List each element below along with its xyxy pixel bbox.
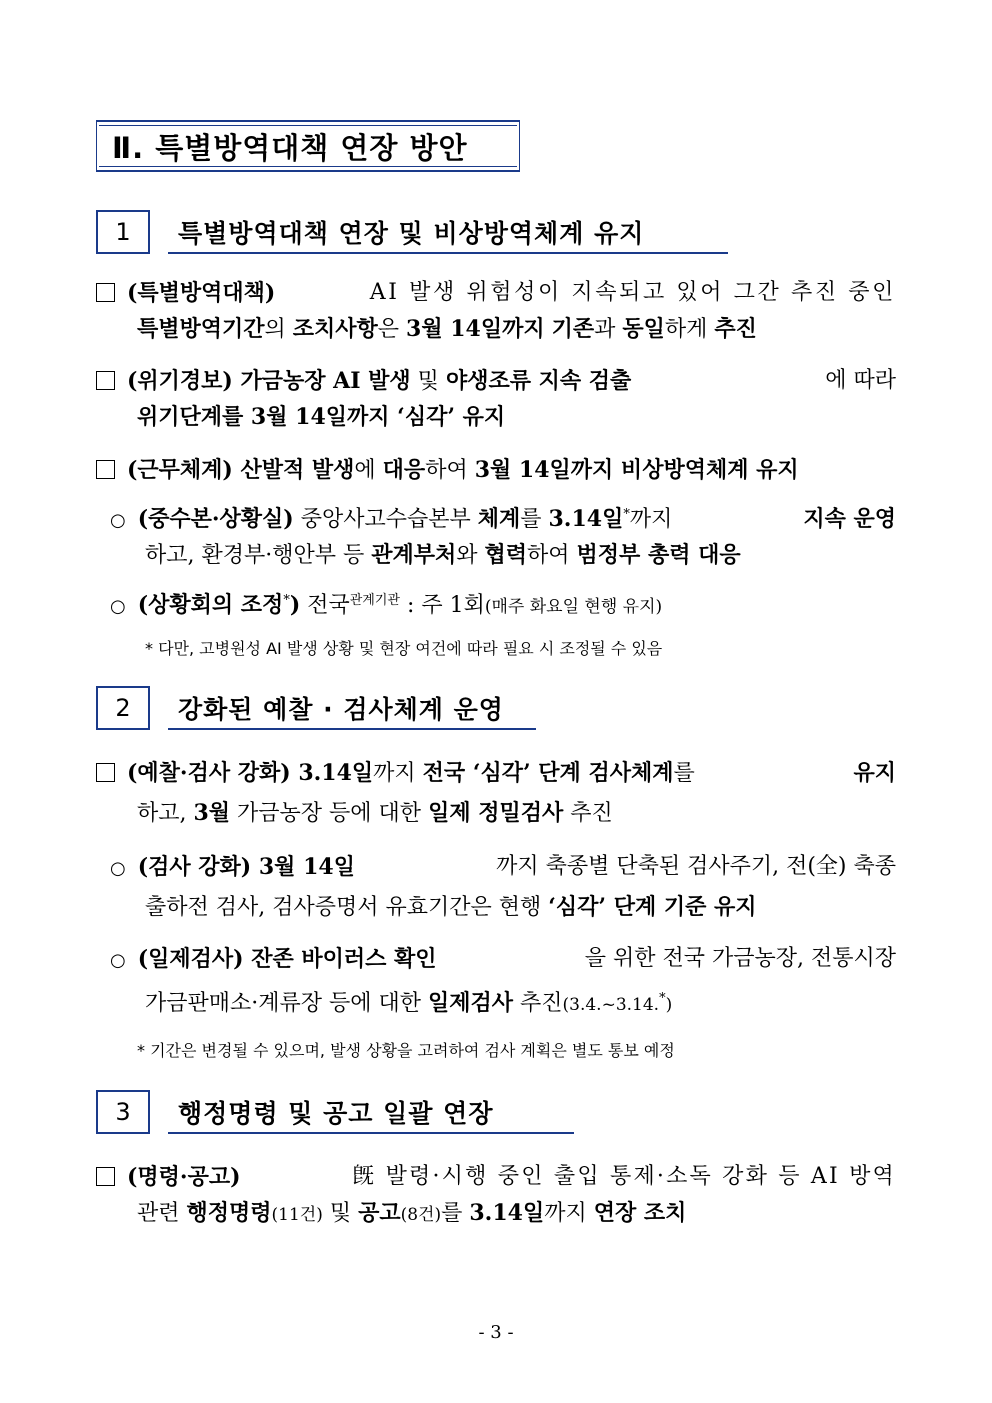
square-bullet-icon bbox=[96, 371, 115, 390]
text: 까지 bbox=[373, 761, 423, 786]
text: 및 bbox=[322, 1201, 359, 1226]
bold-text: 관계부처 bbox=[371, 542, 457, 568]
footnote: * 다만, 고병원성 AI 발생 상황 및 현장 여건에 따라 필요 시 조정될 수 있음 bbox=[145, 639, 663, 658]
square-bullet-icon bbox=[96, 1167, 115, 1186]
bold-text: 잔존 바이러스 확인 bbox=[243, 946, 437, 972]
bold-text: 행정명령 bbox=[186, 1200, 272, 1226]
bold-text: 3월 14일 bbox=[251, 854, 355, 880]
text: 추진 bbox=[563, 801, 613, 826]
text: : 주 1회 bbox=[399, 593, 485, 618]
bold-text: 대응 bbox=[382, 457, 426, 483]
s1-p3-line1 bbox=[96, 455, 799, 486]
square-bullet-icon bbox=[96, 763, 115, 782]
circle-bullet-icon: ○ bbox=[110, 950, 126, 971]
small-text: ) bbox=[665, 995, 673, 1015]
section-number: 3 bbox=[96, 1090, 150, 1134]
s2-c2-line1 bbox=[110, 944, 896, 976]
section-number: 1 bbox=[96, 210, 150, 254]
section-title: 강화된 예찰 · 검사체계 운영 bbox=[178, 695, 504, 724]
footnote-mark: * bbox=[623, 507, 630, 522]
text: 旣 발령·시행 중인 출입 통제·소독 강화 등 AI 방역 bbox=[352, 1164, 896, 1189]
section-1-heading bbox=[96, 210, 728, 254]
s2-c1-line1 bbox=[110, 852, 896, 884]
footnote-mark: * bbox=[283, 593, 290, 608]
item-tag: (상황회의 조정 bbox=[137, 592, 284, 618]
s1-p2-line2: 위기단계를 3월 14일까지 ‘심각’ 유지 bbox=[137, 404, 506, 430]
s3-p1-line2 bbox=[137, 1198, 686, 1230]
small-text: (3.4.~3.14. bbox=[562, 995, 660, 1015]
bold-text: 동일 bbox=[622, 316, 665, 342]
s1-p2-line1 bbox=[96, 366, 896, 397]
text: 까지 bbox=[544, 1201, 594, 1226]
text: 에 bbox=[354, 458, 383, 483]
text: 출하전 검사, 검사증명서 유효기간은 현행 bbox=[145, 895, 549, 920]
item-tag: (예찰·검사 강화) bbox=[127, 760, 291, 786]
text: 가금농장 등에 대한 bbox=[230, 801, 429, 826]
text: 가금판매소·계류장 등에 대한 bbox=[145, 991, 428, 1016]
footnote-mark: * bbox=[659, 991, 666, 1006]
item-tag: (근무체계) bbox=[127, 457, 233, 483]
s1-p1-line2 bbox=[137, 314, 757, 345]
section-title: 행정명령 및 공고 일괄 연장 bbox=[178, 1099, 494, 1128]
bold-text: 범정부 총력 대응 bbox=[576, 542, 741, 568]
footnote: * 기간은 변경될 수 있으며, 발생 상황을 고려하여 검사 계획은 별도 통보 예정 bbox=[137, 1041, 675, 1060]
bold-text: 3.14일 bbox=[469, 1200, 545, 1226]
bold-text: 3월 14일까지 비상방역체계 유지 bbox=[474, 457, 799, 483]
s1-p1-line1 bbox=[96, 278, 896, 309]
bold-text: 협력 bbox=[484, 542, 528, 568]
text: 하게 bbox=[664, 317, 715, 342]
text: 하고, bbox=[137, 801, 194, 826]
square-bullet-icon bbox=[96, 283, 115, 302]
circle-bullet-icon: ○ bbox=[110, 858, 126, 879]
text: 을 위한 전국 가금농장, 전통시장 bbox=[584, 946, 896, 971]
s3-p1-line1 bbox=[96, 1162, 896, 1193]
bold-text: 공고 bbox=[358, 1200, 401, 1226]
square-bullet-icon bbox=[96, 460, 115, 479]
text: 하여 bbox=[527, 543, 577, 568]
item-tag: (위기경보) bbox=[127, 368, 233, 394]
text: 와 bbox=[456, 543, 485, 568]
page-number: - 3 - bbox=[478, 1322, 514, 1343]
bold-text: 3.14일 bbox=[290, 760, 374, 786]
item-tag-end: ) bbox=[289, 592, 301, 618]
item-text: AI 발생 위험성이 지속되고 있어 그간 추진 중인 bbox=[369, 280, 896, 305]
bold-text: 연장 조치 bbox=[593, 1200, 687, 1226]
bold-text: 조치사항 bbox=[292, 316, 378, 342]
item-tag: (검사 강화) bbox=[137, 854, 252, 880]
text: 까지 축종별 단축된 검사주기, 전(全) 축종 bbox=[496, 854, 896, 879]
text: 를 bbox=[520, 507, 549, 532]
bold-text: 가금농장 AI 발생 bbox=[232, 368, 411, 394]
small-text: (8건) bbox=[400, 1205, 442, 1225]
section-3-heading bbox=[96, 1090, 574, 1134]
s1-c1-line2 bbox=[145, 540, 741, 571]
section-title: 특별방역대책 연장 및 비상방역체계 유지 bbox=[178, 219, 645, 248]
page-title: Ⅱ. 특별방역대책 연장 방안 bbox=[112, 131, 468, 165]
text bbox=[545, 317, 552, 342]
bold-text: 추진 bbox=[714, 316, 757, 342]
text: 및 bbox=[410, 369, 446, 394]
section-underline bbox=[168, 252, 728, 254]
bold-text: 3월 bbox=[193, 800, 231, 826]
item-tag: (명령·공고) bbox=[127, 1164, 241, 1190]
s2-p1-line1 bbox=[96, 758, 896, 789]
item-tag: (특별방역대책) bbox=[127, 280, 276, 306]
s1-c1-line1 bbox=[110, 504, 896, 536]
small-text: (매주 화요일 현행 유지) bbox=[484, 597, 663, 617]
s1-c2-line1 bbox=[110, 590, 662, 622]
text: 를 bbox=[673, 761, 695, 786]
s2-p1-line2 bbox=[137, 798, 613, 829]
bold-text: 체계 bbox=[477, 506, 521, 532]
bold-text: 3월 14일까지 bbox=[406, 316, 545, 342]
bold-text: 전국 ‘심각’ 단계 검사체계 bbox=[422, 760, 674, 786]
text: 전국 bbox=[300, 593, 350, 618]
text: 관련 bbox=[137, 1201, 187, 1226]
bold-text: 특별방역기간 bbox=[137, 316, 265, 342]
small-text: (11건) bbox=[271, 1205, 323, 1225]
bold-text: 일제 정밀검사 bbox=[428, 800, 564, 826]
bold-text: 유지 bbox=[853, 760, 896, 786]
text: 중앙사고수습본부 bbox=[293, 507, 478, 532]
text: 에 따라 bbox=[825, 368, 896, 393]
circle-bullet-icon: ○ bbox=[110, 510, 126, 531]
section-underline bbox=[168, 1132, 574, 1134]
text: 과 bbox=[594, 317, 623, 342]
text: 하여 bbox=[425, 458, 475, 483]
section-2-heading bbox=[96, 686, 536, 730]
text: 를 bbox=[441, 1201, 470, 1226]
circle-bullet-icon: ○ bbox=[110, 596, 126, 617]
text: 의 bbox=[264, 317, 293, 342]
s2-c2-line2 bbox=[145, 988, 672, 1020]
bold-text: 3.14일 bbox=[548, 506, 624, 532]
section-number: 2 bbox=[96, 686, 150, 730]
section-underline bbox=[168, 728, 536, 730]
text: 까지 bbox=[629, 507, 673, 532]
s2-c1-line2 bbox=[145, 892, 757, 923]
bold-text: ‘심각’ 단계 기준 유지 bbox=[548, 894, 757, 920]
bold-text: 기존 bbox=[551, 316, 595, 342]
main-heading-box bbox=[96, 120, 520, 172]
text: 하고, 환경부·행안부 등 bbox=[145, 543, 372, 568]
bold-text: 지속 운영 bbox=[803, 506, 896, 532]
bold-text: 일제검사 bbox=[428, 990, 514, 1016]
text: 추진 bbox=[513, 991, 563, 1016]
superscript-text: 관계기관 bbox=[349, 593, 400, 608]
bold-text: 산발적 발생 bbox=[232, 457, 355, 483]
bold-text: 야생조류 지속 검출 bbox=[445, 368, 632, 394]
item-tag: (중수본·상황실) bbox=[137, 506, 294, 532]
text: 은 bbox=[377, 317, 407, 342]
item-tag: (일제검사) bbox=[137, 946, 244, 972]
